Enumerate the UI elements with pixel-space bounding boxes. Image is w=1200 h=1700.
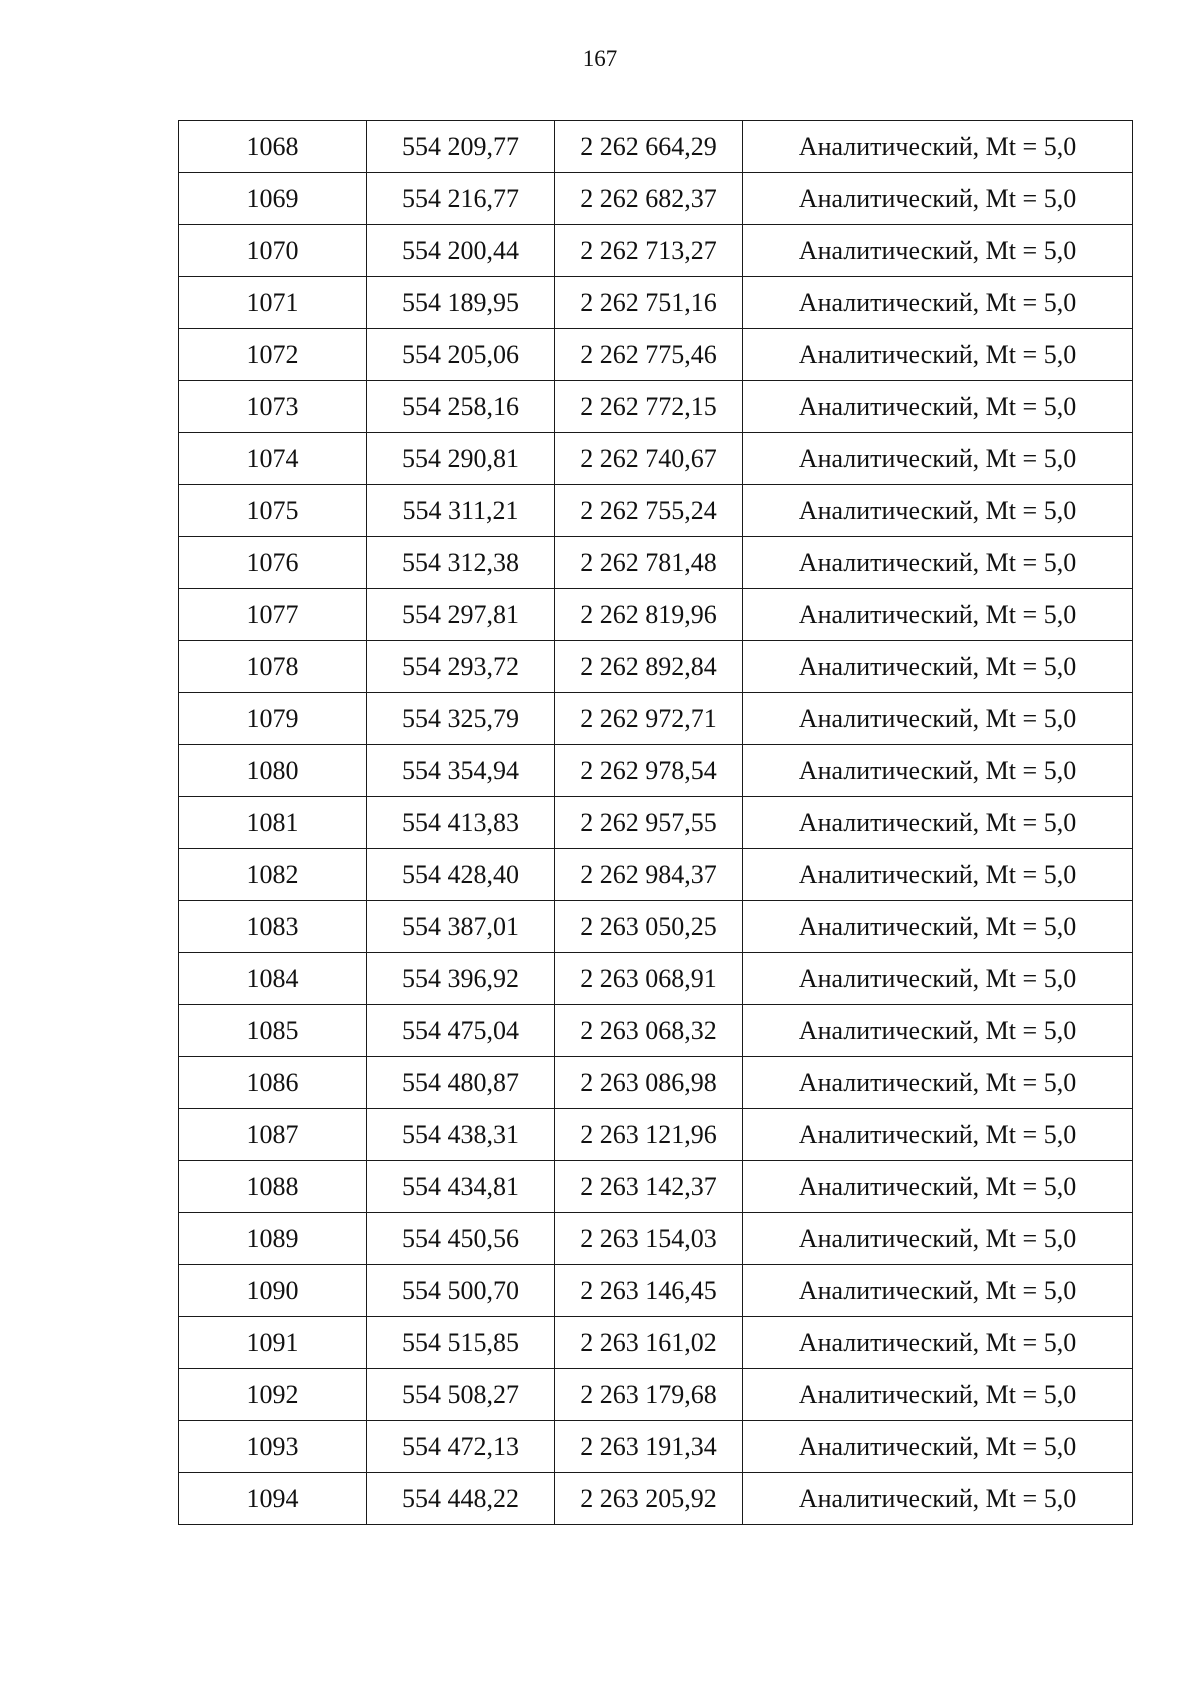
- method-cell: Аналитический, Mt = 5,0: [743, 277, 1133, 329]
- method-cell: Аналитический, Mt = 5,0: [743, 641, 1133, 693]
- y-coordinate-cell: 2 262 772,15: [555, 381, 743, 433]
- y-coordinate-cell: 2 262 755,24: [555, 485, 743, 537]
- x-coordinate-cell: 554 434,81: [367, 1161, 555, 1213]
- table-row: [179, 797, 1133, 849]
- y-coordinate-cell: 2 262 972,71: [555, 693, 743, 745]
- x-coordinate-cell: 554 428,40: [367, 849, 555, 901]
- method-cell: Аналитический, Mt = 5,0: [743, 901, 1133, 953]
- point-number-cell: 1071: [179, 277, 367, 329]
- y-coordinate-cell: 2 263 179,68: [555, 1369, 743, 1421]
- y-coordinate-cell: 2 262 781,48: [555, 537, 743, 589]
- method-cell: Аналитический, Mt = 5,0: [743, 121, 1133, 173]
- y-coordinate-cell: 2 263 154,03: [555, 1213, 743, 1265]
- method-cell: Аналитический, Mt = 5,0: [743, 1473, 1133, 1525]
- point-number-cell: 1076: [179, 537, 367, 589]
- x-coordinate-cell: 554 450,56: [367, 1213, 555, 1265]
- x-coordinate-cell: 554 205,06: [367, 329, 555, 381]
- method-cell: Аналитический, Mt = 5,0: [743, 433, 1133, 485]
- y-coordinate-cell: 2 263 205,92: [555, 1473, 743, 1525]
- method-cell: Аналитический, Mt = 5,0: [743, 329, 1133, 381]
- x-coordinate-cell: 554 312,38: [367, 537, 555, 589]
- y-coordinate-cell: 2 262 751,16: [555, 277, 743, 329]
- x-coordinate-cell: 554 515,85: [367, 1317, 555, 1369]
- table-row: [179, 173, 1133, 225]
- point-number-cell: 1092: [179, 1369, 367, 1421]
- table-row: [179, 1317, 1133, 1369]
- method-cell: Аналитический, Mt = 5,0: [743, 1161, 1133, 1213]
- point-number-cell: 1068: [179, 121, 367, 173]
- table-row: [179, 329, 1133, 381]
- y-coordinate-cell: 2 263 146,45: [555, 1265, 743, 1317]
- x-coordinate-cell: 554 472,13: [367, 1421, 555, 1473]
- x-coordinate-cell: 554 189,95: [367, 277, 555, 329]
- y-coordinate-cell: 2 263 191,34: [555, 1421, 743, 1473]
- method-cell: Аналитический, Mt = 5,0: [743, 1213, 1133, 1265]
- x-coordinate-cell: 554 297,81: [367, 589, 555, 641]
- table-row: [179, 1161, 1133, 1213]
- method-cell: Аналитический, Mt = 5,0: [743, 537, 1133, 589]
- table-row: [179, 1213, 1133, 1265]
- y-coordinate-cell: 2 262 819,96: [555, 589, 743, 641]
- method-cell: Аналитический, Mt = 5,0: [743, 1109, 1133, 1161]
- point-number-cell: 1079: [179, 693, 367, 745]
- point-number-cell: 1085: [179, 1005, 367, 1057]
- method-cell: Аналитический, Mt = 5,0: [743, 745, 1133, 797]
- y-coordinate-cell: 2 262 984,37: [555, 849, 743, 901]
- table-row: [179, 121, 1133, 173]
- x-coordinate-cell: 554 396,92: [367, 953, 555, 1005]
- method-cell: Аналитический, Mt = 5,0: [743, 1421, 1133, 1473]
- method-cell: Аналитический, Mt = 5,0: [743, 381, 1133, 433]
- point-number-cell: 1091: [179, 1317, 367, 1369]
- x-coordinate-cell: 554 293,72: [367, 641, 555, 693]
- table-row: [179, 1265, 1133, 1317]
- method-cell: Аналитический, Mt = 5,0: [743, 225, 1133, 277]
- table-row: [179, 641, 1133, 693]
- table-row: [179, 1005, 1133, 1057]
- point-number-cell: 1094: [179, 1473, 367, 1525]
- x-coordinate-cell: 554 290,81: [367, 433, 555, 485]
- method-cell: Аналитический, Mt = 5,0: [743, 1057, 1133, 1109]
- x-coordinate-cell: 554 448,22: [367, 1473, 555, 1525]
- point-number-cell: 1083: [179, 901, 367, 953]
- y-coordinate-cell: 2 263 050,25: [555, 901, 743, 953]
- y-coordinate-cell: 2 262 978,54: [555, 745, 743, 797]
- y-coordinate-cell: 2 263 086,98: [555, 1057, 743, 1109]
- y-coordinate-cell: 2 262 775,46: [555, 329, 743, 381]
- method-cell: Аналитический, Mt = 5,0: [743, 953, 1133, 1005]
- y-coordinate-cell: 2 262 740,67: [555, 433, 743, 485]
- point-number-cell: 1078: [179, 641, 367, 693]
- method-cell: Аналитический, Mt = 5,0: [743, 849, 1133, 901]
- point-number-cell: 1089: [179, 1213, 367, 1265]
- y-coordinate-cell: 2 262 664,29: [555, 121, 743, 173]
- table-row: [179, 537, 1133, 589]
- table-row: [179, 1473, 1133, 1525]
- table-row: [179, 277, 1133, 329]
- table-row: [179, 1057, 1133, 1109]
- point-number-cell: 1090: [179, 1265, 367, 1317]
- table-row: [179, 1369, 1133, 1421]
- y-coordinate-cell: 2 262 957,55: [555, 797, 743, 849]
- table-row: [179, 1421, 1133, 1473]
- method-cell: Аналитический, Mt = 5,0: [743, 797, 1133, 849]
- table-row: [179, 693, 1133, 745]
- y-coordinate-cell: 2 263 121,96: [555, 1109, 743, 1161]
- x-coordinate-cell: 554 508,27: [367, 1369, 555, 1421]
- x-coordinate-cell: 554 216,77: [367, 173, 555, 225]
- coordinates-table: [178, 120, 1133, 1525]
- x-coordinate-cell: 554 438,31: [367, 1109, 555, 1161]
- method-cell: Аналитический, Mt = 5,0: [743, 1369, 1133, 1421]
- point-number-cell: 1073: [179, 381, 367, 433]
- method-cell: Аналитический, Mt = 5,0: [743, 485, 1133, 537]
- y-coordinate-cell: 2 262 682,37: [555, 173, 743, 225]
- table-row: [179, 589, 1133, 641]
- x-coordinate-cell: 554 387,01: [367, 901, 555, 953]
- table-row: [179, 745, 1133, 797]
- y-coordinate-cell: 2 263 161,02: [555, 1317, 743, 1369]
- y-coordinate-cell: 2 263 068,91: [555, 953, 743, 1005]
- table-row: [179, 849, 1133, 901]
- method-cell: Аналитический, Mt = 5,0: [743, 1265, 1133, 1317]
- point-number-cell: 1084: [179, 953, 367, 1005]
- point-number-cell: 1077: [179, 589, 367, 641]
- x-coordinate-cell: 554 209,77: [367, 121, 555, 173]
- x-coordinate-cell: 554 311,21: [367, 485, 555, 537]
- method-cell: Аналитический, Mt = 5,0: [743, 173, 1133, 225]
- x-coordinate-cell: 554 258,16: [367, 381, 555, 433]
- x-coordinate-cell: 554 200,44: [367, 225, 555, 277]
- point-number-cell: 1081: [179, 797, 367, 849]
- point-number-cell: 1075: [179, 485, 367, 537]
- x-coordinate-cell: 554 354,94: [367, 745, 555, 797]
- x-coordinate-cell: 554 475,04: [367, 1005, 555, 1057]
- x-coordinate-cell: 554 480,87: [367, 1057, 555, 1109]
- x-coordinate-cell: 554 500,70: [367, 1265, 555, 1317]
- table-row: [179, 225, 1133, 277]
- point-number-cell: 1074: [179, 433, 367, 485]
- point-number-cell: 1088: [179, 1161, 367, 1213]
- page-number: 167: [582, 46, 618, 71]
- point-number-cell: 1072: [179, 329, 367, 381]
- method-cell: Аналитический, Mt = 5,0: [743, 693, 1133, 745]
- point-number-cell: 1080: [179, 745, 367, 797]
- table-row: [179, 901, 1133, 953]
- x-coordinate-cell: 554 325,79: [367, 693, 555, 745]
- table-row: [179, 433, 1133, 485]
- y-coordinate-cell: 2 262 892,84: [555, 641, 743, 693]
- y-coordinate-cell: 2 263 142,37: [555, 1161, 743, 1213]
- table-row: [179, 953, 1133, 1005]
- table-row: [179, 381, 1133, 433]
- x-coordinate-cell: 554 413,83: [367, 797, 555, 849]
- point-number-cell: 1086: [179, 1057, 367, 1109]
- y-coordinate-cell: 2 263 068,32: [555, 1005, 743, 1057]
- point-number-cell: 1070: [179, 225, 367, 277]
- point-number-cell: 1069: [179, 173, 367, 225]
- y-coordinate-cell: 2 262 713,27: [555, 225, 743, 277]
- method-cell: Аналитический, Mt = 5,0: [743, 589, 1133, 641]
- point-number-cell: 1087: [179, 1109, 367, 1161]
- coordinates-table-body: [179, 121, 1133, 1525]
- table-row: [179, 485, 1133, 537]
- method-cell: Аналитический, Mt = 5,0: [743, 1005, 1133, 1057]
- method-cell: Аналитический, Mt = 5,0: [743, 1317, 1133, 1369]
- table-row: [179, 1109, 1133, 1161]
- point-number-cell: 1093: [179, 1421, 367, 1473]
- point-number-cell: 1082: [179, 849, 367, 901]
